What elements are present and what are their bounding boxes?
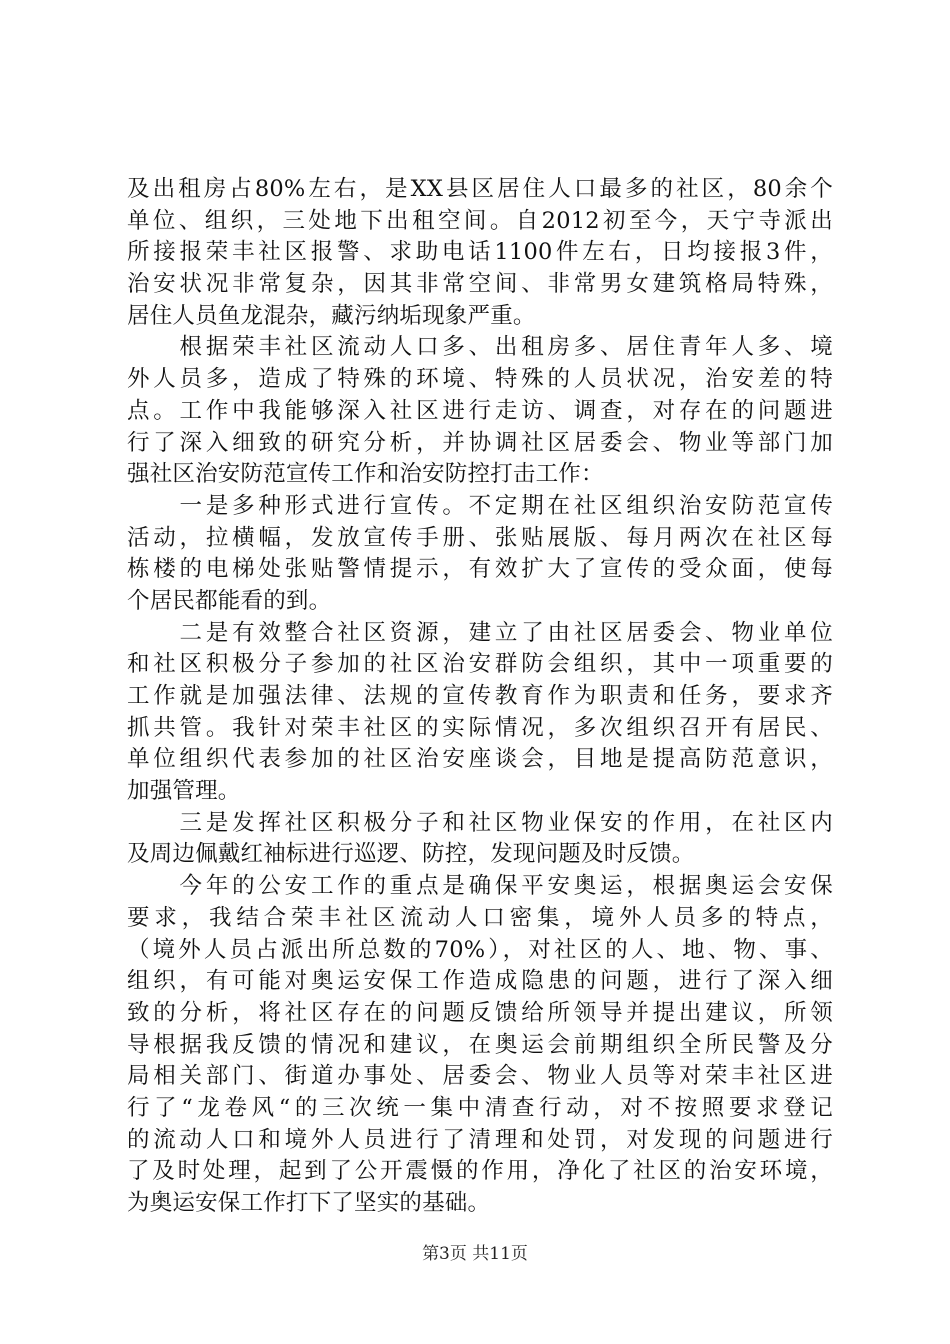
text-line: 今年的公安工作的重点是确保平安奥运，根据奥运会安保 xyxy=(127,873,833,900)
text-line: 强社区治安防范宣传工作和治安防控打击工作： xyxy=(127,461,604,488)
text-line: 致的分析，将社区存在的问题反馈给所领导并提出建议，所领 xyxy=(127,999,833,1026)
text-line: 居住人员鱼龙混杂，藏污纳垢现象严重。 xyxy=(127,302,536,329)
text-line: 治安状况非常复杂，因其非常空间、非常男女建筑格局特殊， xyxy=(127,271,833,298)
text-line: 工作就是加强法律、法规的宣传教育作为职责和任务，要求齐 xyxy=(127,683,833,709)
text-line: 及周边佩戴红袖标进行巡逻、防控，发现问题及时反馈。 xyxy=(127,841,695,868)
text-line: 和社区积极分子参加的社区治安群防会组织，其中一项重要的 xyxy=(127,651,833,678)
text-line: 单位、组织，三处地下出租空间。自2012初至今，天宁寺派出 xyxy=(127,207,833,234)
text-line: 活动，拉横幅，发放宣传手册、张贴展版、每月两次在社区每 xyxy=(127,524,833,551)
text-line: 要求，我结合荣丰社区流动人口密集，境外人员多的特点， xyxy=(127,904,833,931)
text-line: 一是多种形式进行宣传。不定期在社区组织治安防范宣传 xyxy=(127,492,833,519)
text-line: 二是有效整合社区资源，建立了由社区居委会、物业单位 xyxy=(127,619,833,646)
text-line: 行了“龙卷风“的三次统一集中清查行动，对不按照要求登记 xyxy=(127,1094,833,1121)
text-line: 点。工作中我能够深入社区进行走访、调查，对存在的问题进 xyxy=(127,397,833,424)
text-line: 了及时处理，起到了公开震慑的作用，净化了社区的治安环境， xyxy=(127,1158,833,1185)
text-line: 导根据我反馈的情况和建议，在奥运会前期组织全所民警及分 xyxy=(127,1031,833,1058)
text-line: （境外人员占派出所总数的70%），对社区的人、地、物、事、 xyxy=(127,936,833,963)
text-line: 抓共管。我针对荣丰社区的实际情况，多次组织召开有居民、 xyxy=(127,714,833,741)
text-line: 栋楼的电梯处张贴警情提示，有效扩大了宣传的受众面，使每 xyxy=(127,556,833,583)
text-line: 局相关部门、街道办事处、居委会、物业人员等对荣丰社区进 xyxy=(127,1063,833,1090)
text-line: 的流动人口和境外人员进行了清理和处罚，对发现的问题进行 xyxy=(127,1126,833,1153)
text-line: 及出租房占80%左右，是XX县区居住人口最多的社区，80余个 xyxy=(127,176,833,202)
text-line: 所接报荣丰社区报警、求助电话1100件左右，日均接报3件， xyxy=(127,239,833,266)
text-line: 个居民都能看的到。 xyxy=(127,587,332,614)
text-line: 行了深入细致的研究分析，并协调社区居委会、物业等部门加 xyxy=(127,429,833,456)
text-line: 为奥运安保工作打下了坚实的基础。 xyxy=(127,1190,491,1216)
body-text xyxy=(127,174,833,1220)
page-footer: 第3页 共11页 xyxy=(422,1244,528,1264)
text-line: 加强管理。 xyxy=(127,778,241,805)
text-line: 单位组织代表参加的社区治安座谈会，目地是提高防范意识， xyxy=(127,746,833,773)
text-line: 三是发挥社区积极分子和社区物业保安的作用，在社区内 xyxy=(127,809,833,836)
text-line: 组织，有可能对奥运安保工作造成隐患的问题，进行了深入细 xyxy=(127,968,833,995)
text-line: 根据荣丰社区流动人口多、出租房多、居住青年人多、境 xyxy=(127,334,833,361)
text-line: 外人员多，造成了特殊的环境、特殊的人员状况，治安差的特 xyxy=(127,366,833,393)
